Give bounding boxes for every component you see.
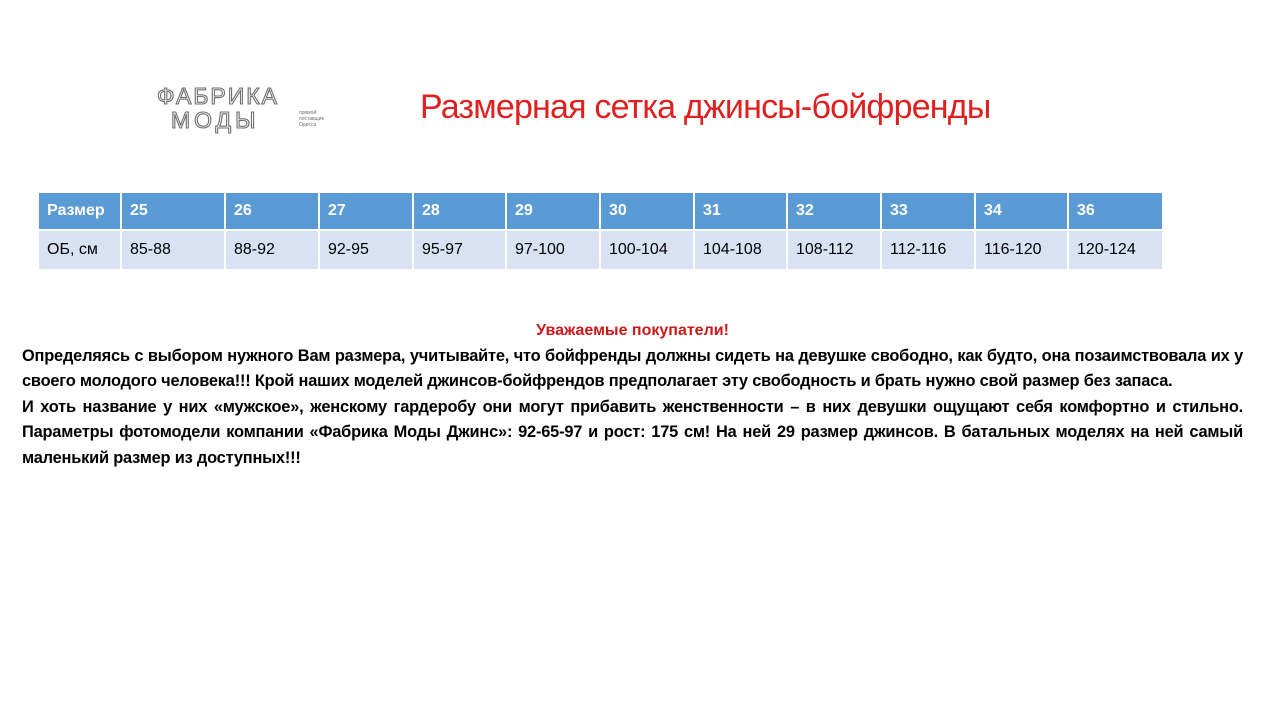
size-table (37, 191, 1164, 271)
notice-heading: Уважаемые покупатели! (536, 322, 729, 339)
page-title: Размерная сетка джинсы-бойфренды (420, 88, 991, 126)
logo-line1: ФАБРИКА (157, 84, 280, 109)
header-cell: 31 (694, 192, 787, 230)
notice-paragraph-1: Определяясь с выбором нужного Вам размера, учитывайте, что бойфренды должны сидеть на девушке свободно, как будто, она позаимствовала их у своего молодого человека!!! Крой наших моделей джинсов-бойфрендов предполагает эту свободность и брать нужно свой размер без запаса. (22, 346, 1243, 390)
header-cell-label: Размер (38, 192, 121, 230)
logo-line2: МОДЫ (171, 107, 260, 133)
row-cell: 108-112 (787, 230, 881, 270)
row-cell: 112-116 (881, 230, 975, 270)
row-cell: 97-100 (506, 230, 600, 270)
row-cell: 88-92 (225, 230, 319, 270)
logo-graphic (157, 84, 357, 134)
header-cell: 28 (413, 192, 506, 230)
header-cell: 32 (787, 192, 881, 230)
row-cell: 100-104 (600, 230, 694, 270)
row-cell: 120-124 (1068, 230, 1163, 270)
size-table-row (38, 230, 1163, 270)
header-cell: 34 (975, 192, 1068, 230)
header-cell: 29 (506, 192, 600, 230)
logo-tagline-1: прямой (299, 110, 317, 116)
row-cell-label: ОБ, см (38, 230, 121, 270)
row-cell: 104-108 (694, 230, 787, 270)
company-logo (157, 84, 357, 134)
size-table-header-row (38, 192, 1163, 230)
row-cell: 85-88 (121, 230, 225, 270)
header-cell: 30 (600, 192, 694, 230)
header-cell: 33 (881, 192, 975, 230)
customer-notice (22, 318, 1243, 471)
logo-tagline-2: поставщик (299, 116, 324, 122)
header-cell: 26 (225, 192, 319, 230)
notice-paragraph-2: И хоть название у них «мужское», женскому гардеробу они могут прибавить женственности – в них девушки ощущают себя комфортно и стильно. Параметры фотомодели компании «Фабрика Моды Джинс»: 92-65-97 и рост: 175 см! На ней 29 размер джинсов. В батальных моделях на ней самый маленький размер из доступных!!! (22, 397, 1243, 467)
row-cell: 116-120 (975, 230, 1068, 270)
logo-tagline-3: Одесса (299, 122, 317, 128)
header-cell: 27 (319, 192, 413, 230)
row-cell: 92-95 (319, 230, 413, 270)
header-cell: 36 (1068, 192, 1163, 230)
row-cell: 95-97 (413, 230, 506, 270)
header-cell: 25 (121, 192, 225, 230)
